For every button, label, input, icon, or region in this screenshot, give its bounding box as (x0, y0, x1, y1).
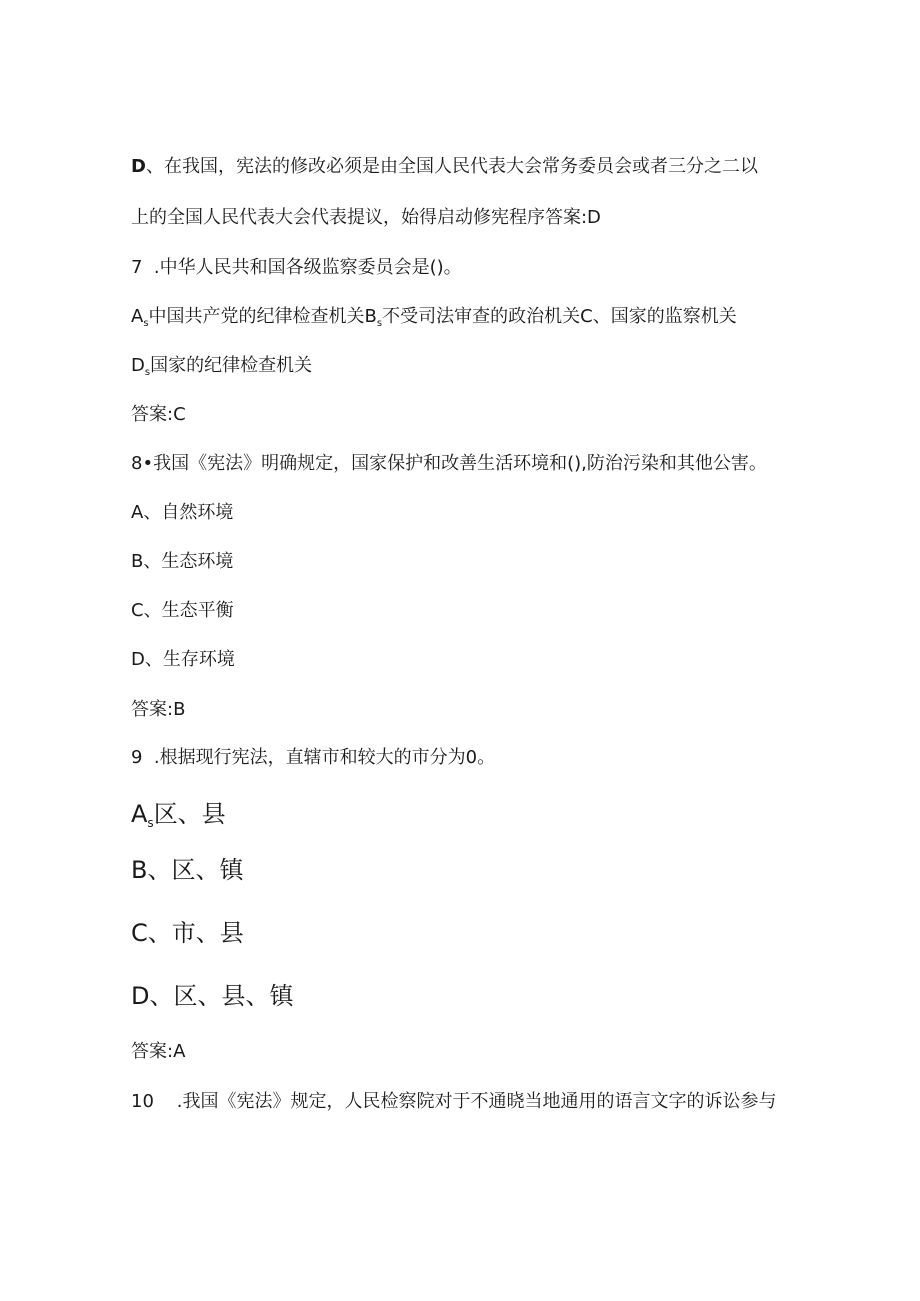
q7-option-b-letter: B (364, 306, 377, 327)
q7-option-a-letter: A (131, 306, 144, 327)
q6-option-d-label: D (131, 156, 146, 177)
q9-option-c: C、市、县 (131, 919, 244, 947)
q6-option-d-line1 (131, 155, 758, 179)
q8-answer: 答案:B (131, 699, 186, 720)
q9-option-a-letter: A (131, 800, 148, 828)
q9-option-a-sub: s (147, 816, 154, 830)
q8-option-a: A、自然环境 (131, 502, 234, 523)
q7-option-b-sub: s (376, 318, 383, 329)
q8-question: 8•我国《宪法》明确规定，国家保护和改善生活环境和(),防治污染和其他公害。 (131, 453, 767, 474)
q7-option-a-sub: s (143, 318, 149, 329)
q7-option-b-text: 不受司法审查的政治机关C、国家的监察机关 (382, 306, 737, 327)
q9-answer: 答案:A (131, 1041, 186, 1062)
q9-option-b: B、区、镇 (131, 856, 244, 884)
q7-question: 7 .中华人民共和国各级监察委员会是()。 (131, 257, 462, 278)
q9-option-a (131, 799, 226, 838)
q7-option-a-text: 中国共产党的纪律检查机关 (148, 306, 365, 327)
q7-options-line1 (131, 305, 737, 336)
q8-option-c: C、生态平衡 (131, 600, 234, 621)
q7-options-line2 (131, 354, 312, 385)
q10-question: 10 .我国《宪法》规定，人民检察院对于不通晓当地通用的语言文字的诉讼参与 (131, 1091, 777, 1112)
q7-answer: 答案:C (131, 404, 186, 425)
q6-option-d-line2: 上的全国人民代表大会代表提议，始得启动修宪程序答案:D (131, 207, 601, 228)
q7-option-d-sub: s (144, 367, 151, 378)
q8-option-b: B、生态环境 (131, 551, 234, 572)
q7-option-d-text: 国家的纪律检查机关 (150, 355, 313, 376)
q9-question: 9 .根据现行宪法，直辖市和较大的市分为0。 (131, 747, 496, 768)
q9-option-d: D、区、县、镇 (131, 982, 294, 1010)
q6-option-d-text: 、在我国，宪法的修改必须是由全国人民代表大会常务委员会或者三分之二以 (145, 156, 758, 177)
q7-option-d-letter: D (131, 355, 145, 376)
q9-option-a-text: 区、县 (153, 800, 226, 828)
q8-option-d: D、生存环境 (131, 649, 235, 670)
